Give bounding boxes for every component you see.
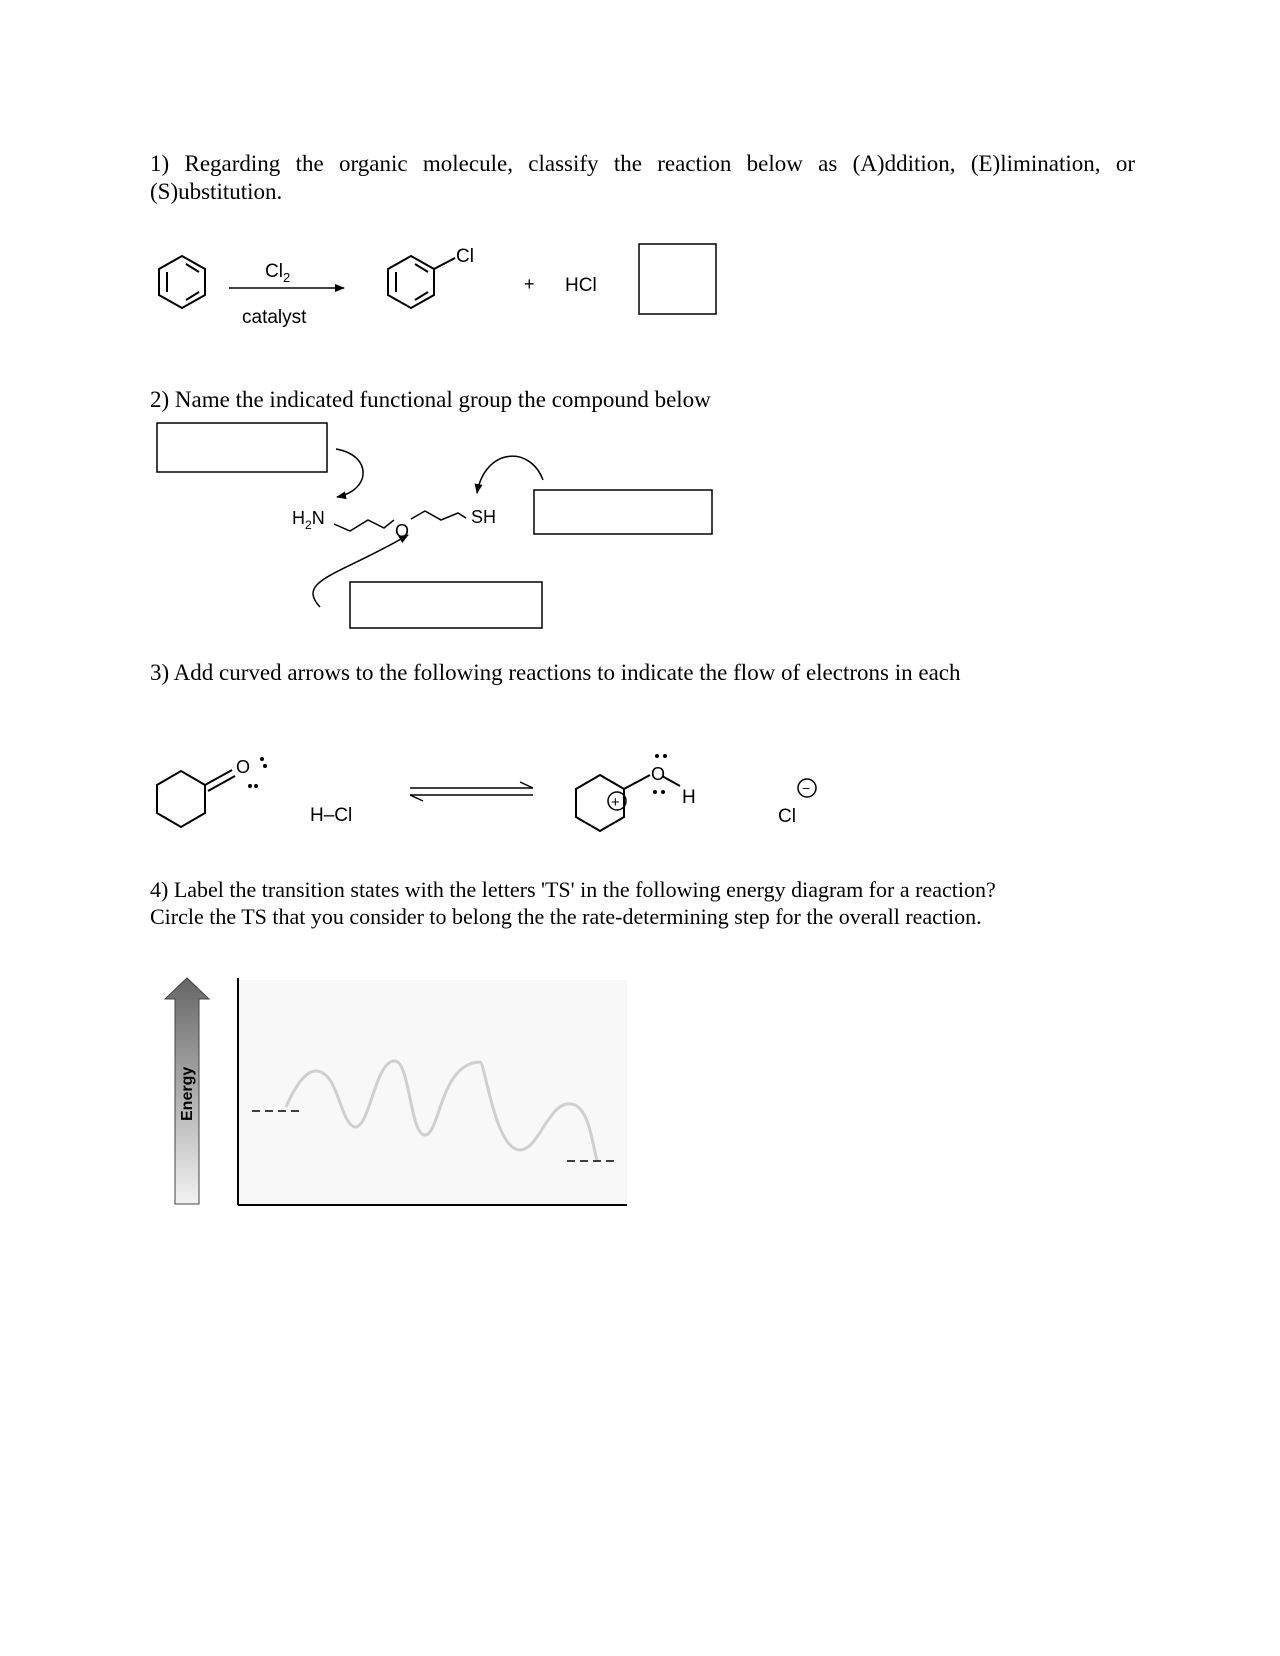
plus-charge: + bbox=[611, 794, 620, 811]
question-1-text: 1) Regarding the organic molecule, classify the reaction below as (A)ddition, (E)limination, or (S)ubstitution. bbox=[150, 151, 1135, 204]
plus-sign: + bbox=[524, 274, 535, 294]
svg-text:SH: SH bbox=[471, 507, 497, 527]
svg-text:H2N: $H_2N$ bbox=[292, 508, 325, 532]
energy-plot-area bbox=[238, 978, 627, 1205]
question-4-line-2: Circle the TS that you consider to belong the the rate-determining step for the overall reaction. bbox=[150, 904, 982, 929]
catalyst-label: catalyst bbox=[242, 307, 307, 328]
product-hydrogen: H bbox=[682, 787, 696, 808]
energy-axis-arrow bbox=[165, 978, 209, 1204]
question-3 bbox=[150, 659, 961, 687]
curved-arrow-amine bbox=[336, 449, 363, 497]
energy-axis-label: Energy bbox=[179, 1066, 196, 1121]
equilibrium-arrows bbox=[410, 782, 533, 801]
product-oxygen: O bbox=[651, 764, 666, 784]
question-3-text: 3) Add curved arrows to the following reactions to indicate the flow of electrons in each bbox=[150, 660, 961, 685]
minus-charge: − bbox=[802, 780, 811, 796]
svg-text:O: O bbox=[395, 521, 410, 541]
question-4-line-1: 4) Label the transition states with the letters 'TS' in the following energy diagram for a reaction? bbox=[150, 877, 996, 902]
question-2-text: 2) Name the indicated functional group the compound below bbox=[150, 387, 711, 412]
answer-box-ether[interactable] bbox=[350, 582, 542, 628]
product-cl: Cl bbox=[456, 246, 474, 267]
cyclohexanone bbox=[157, 770, 235, 827]
benzene-reactant bbox=[159, 256, 205, 308]
hcl-acid: H–Cl bbox=[310, 805, 353, 826]
chloride-anion: Cl bbox=[778, 806, 796, 827]
answer-box-amine[interactable] bbox=[157, 423, 327, 472]
reagent-cl2: $Cl_2$ bbox=[265, 261, 291, 285]
carbonyl-oxygen: O bbox=[236, 757, 251, 777]
byproduct-hcl: HCl bbox=[565, 275, 597, 296]
lone-pairs-carbonyl bbox=[248, 757, 267, 788]
question-2 bbox=[150, 386, 711, 414]
answer-box-1[interactable] bbox=[639, 244, 716, 314]
chlorobenzene-product bbox=[388, 256, 455, 308]
aminoethyl-ether-thiol bbox=[292, 507, 496, 541]
question-4 bbox=[150, 876, 1110, 930]
curved-arrow-thiol bbox=[477, 456, 543, 493]
answer-box-thiol[interactable] bbox=[534, 490, 712, 534]
